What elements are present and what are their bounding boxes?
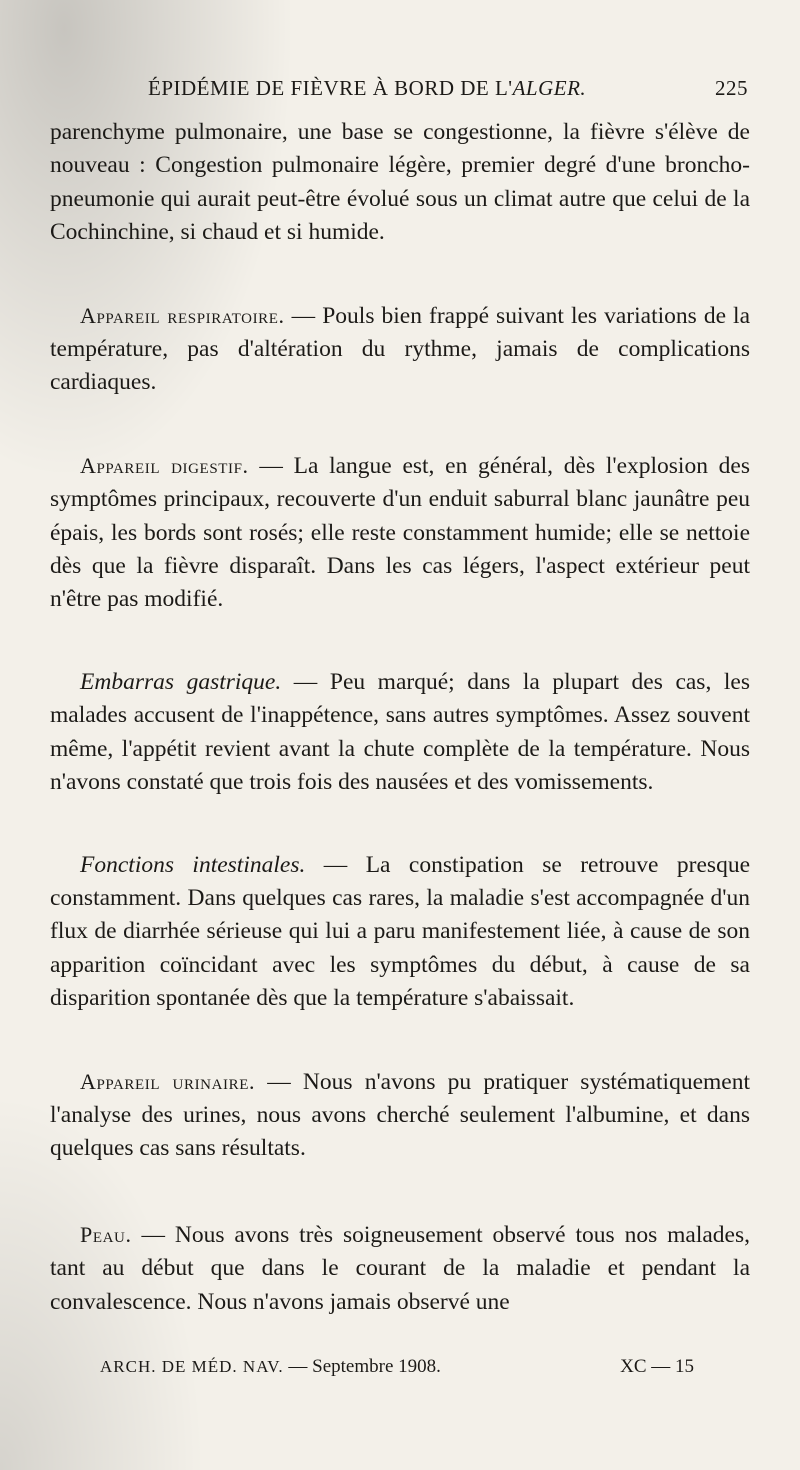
body-text: [50, 116, 750, 1319]
section-lead: Peau.: [80, 1221, 132, 1247]
page-number: 225: [715, 76, 748, 100]
paragraph-continuation: [50, 116, 750, 250]
paragraph-embarras-gastrique: [50, 666, 750, 800]
journal-name: ARCH. DE MÉD. NAV.: [100, 1357, 284, 1376]
section-lead: Appareil urinaire.: [80, 1068, 256, 1094]
running-title-roman: ÉPIDÉMIE DE FIÈVRE À BORD DE L': [148, 76, 513, 100]
paragraph-appareil-digestif: [50, 449, 750, 617]
page-footer: [100, 1356, 700, 1386]
journal-date: — Septembre 1908.: [283, 1356, 441, 1377]
paragraph-text: — La constipation se retrouve presque constamment. Dans quelques cas rares, la maladie s'est accompagnée d'un flux de diarrhée sérieuse qui lui a paru manifestement liée, à cause de son apparition coïncidant avec les symptômes du début, à cause de sa disparition spontanée dès que la température s'abaissait.: [50, 851, 750, 1012]
paragraph-appareil-urinaire: [50, 1065, 750, 1166]
section-lead: Fonctions intestinales.: [80, 851, 306, 878]
footer-citation: [100, 1356, 441, 1378]
section-lead: Appareil digestif.: [80, 452, 249, 478]
paragraph-peau: [50, 1218, 750, 1319]
running-title: [148, 76, 586, 101]
paragraph-text: parenchyme pulmonaire, une base se congestionne, la fièvre s'élève de nouveau : Congestion pulmonaire légère, premier degré d'une broncho-pneumonie qui aurait peut-être évolué sous un climat autre que celui de la Cochinchine, si chaud et si humide.: [50, 119, 750, 246]
signature-mark: XC — 15: [620, 1356, 694, 1377]
paragraph-text: — Nous n'avons pu pratiquer systématiquement l'analyse des urines, nous avons cherché seulement l'albumine, et dans quelques cas sans résultats.: [50, 1068, 750, 1162]
paragraph-appareil-respiratoire: [50, 299, 750, 400]
section-lead: Appareil respiratoire.: [80, 302, 285, 328]
paragraph-fonctions-intestinales: [50, 849, 750, 1016]
paragraph-text: — La langue est, en général, dès l'explosion des symptômes principaux, recouverte d'un enduit saburral blanc jaunâtre peu épais, les bords sont rosés; elle reste constamment humide; elle se nettoie dès que la fièvre disparaît. Dans les cas légers, l'aspect extérieur peut n'être pas modifié.: [50, 452, 751, 613]
paragraph-text: — Nous avons très soigneusement observé tous nos malades, tant au début que dans le courant de la maladie et pendant la convalescence. Nous n'avons jamais observé une: [50, 1221, 750, 1315]
paragraph-text: — Pouls bien frappé suivant les variations de la température, pas d'altération du rythme, jamais de complications cardiaques.: [50, 302, 751, 396]
section-lead: Embarras gastrique.: [80, 668, 282, 695]
running-header: [50, 76, 748, 106]
paragraph-text: — Peu marqué; dans la plupart des cas, les malades accusent de l'inappétence, sans autres symptômes. Assez souvent même, l'appétit revient avant la chute complète de la température. Nous n'avons constaté que trois fois des nausées et des vomissements.: [50, 668, 750, 796]
running-title-italic: ALGER.: [512, 76, 587, 100]
